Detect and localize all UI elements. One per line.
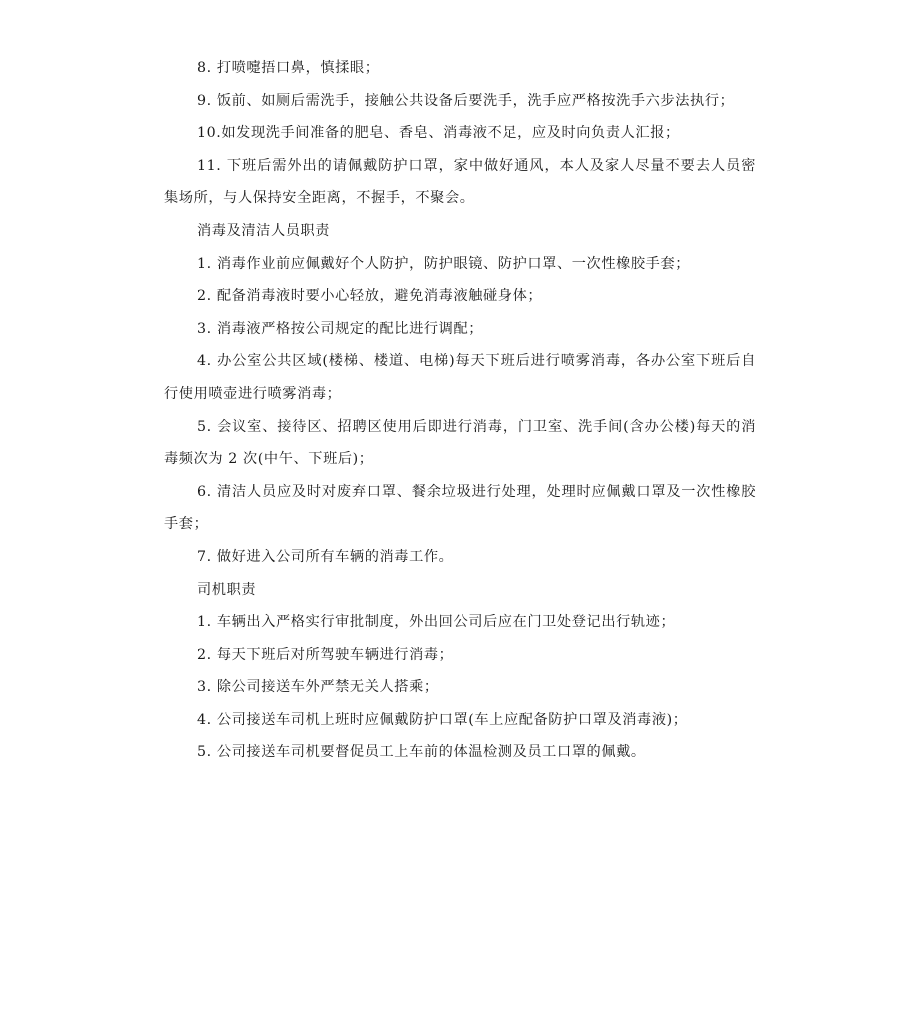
list-item: 5. 会议室、接待区、招聘区使用后即进行消毒，门卫室、洗手间(含办公楼)每天的消毒频次为 2 次(中午、下班后)； <box>164 418 756 468</box>
list-item: 5. 公司接送车司机要督促员工上车前的体温检测及员工口罩的佩戴。 <box>197 744 646 761</box>
section-heading-disinfection-staff: 消毒及清洁人员职责 <box>197 222 331 239</box>
list-item: 10.如发现洗手间准备的肥皂、香皂、消毒液不足，应及时向负责人汇报； <box>197 125 680 142</box>
list-item: 1. 车辆出入严格实行审批制度，外出回公司后应在门卫处登记出行轨迹； <box>197 614 676 631</box>
list-item: 3. 消毒液严格按公司规定的配比进行调配； <box>197 320 484 337</box>
list-item: 9. 饭前、如厕后需洗手，接触公共设备后要洗手，洗手应严格按洗手六步法执行； <box>197 92 735 109</box>
section-heading-driver: 司机职责 <box>197 581 257 598</box>
list-item: 4. 公司接送车司机上班时应佩戴防护口罩(车上应配备防护口罩及消毒液)； <box>197 711 688 728</box>
list-item: 3. 除公司接送车外严禁无关人搭乘； <box>197 679 439 696</box>
list-item: 11. 下班后需外出的请佩戴防护口罩，家中做好通风，本人及家人尽量不要去人员密集场所，与人保持安全距离，不握手，不聚会。 <box>164 157 756 207</box>
list-item: 4. 办公室公共区域(楼梯、楼道、电梯)每天下班后进行喷雾消毒，各办公室下班后自行使用喷壶进行喷雾消毒； <box>164 353 756 402</box>
list-item: 2. 配备消毒液时要小心轻放，避免消毒液触碰身体； <box>197 288 543 305</box>
list-item: 6. 清洁人员应及时对废弃口罩、餐余垃圾进行处理，处理时应佩戴口罩及一次性橡胶手套； <box>164 483 756 533</box>
list-item: 8. 打喷嚏捂口鼻，慎揉眼； <box>197 60 380 76</box>
list-item: 1. 消毒作业前应佩戴好个人防护，防护眼镜、防护口罩、一次性橡胶手套； <box>197 255 691 272</box>
list-item: 7. 做好进入公司所有车辆的消毒工作。 <box>197 548 454 565</box>
document-body <box>164 52 756 769</box>
list-item: 2. 每天下班后对所驾驶车辆进行消毒； <box>197 646 454 663</box>
